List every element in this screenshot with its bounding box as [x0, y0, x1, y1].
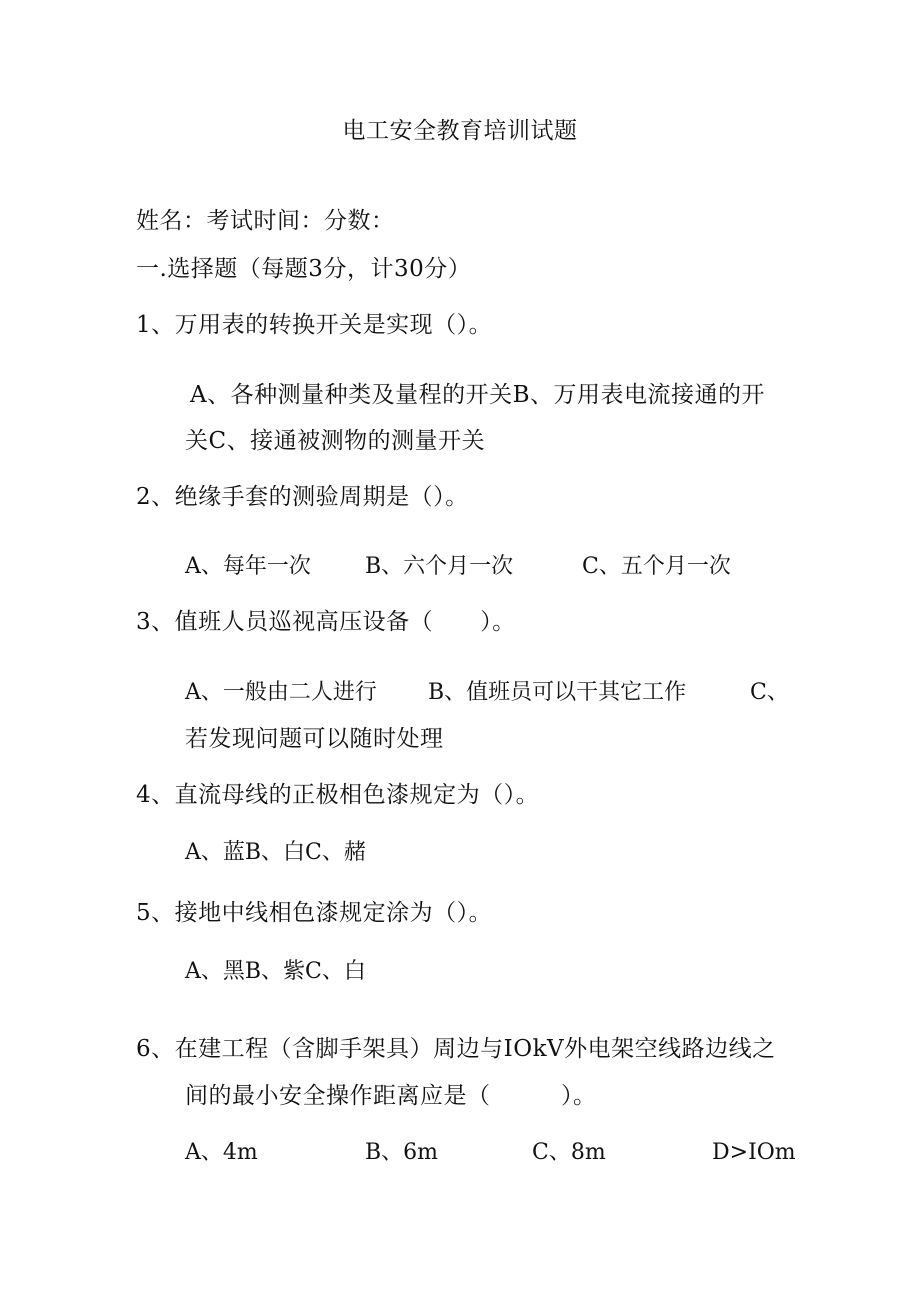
question-3-option-c-continuation: 若发现问题可以随时处理 [185, 726, 444, 752]
question-6-stem-line-2: 间的最小安全操作距离应是（ ）。 [185, 1083, 597, 1109]
question-3-stem: 3、值班人员巡视高压设备（ ）。 [136, 609, 516, 635]
question-1-stem: 1、万用表的转换开关是实现（）。 [136, 312, 493, 338]
question-4-options: A、蓝B、白C、赭 [185, 840, 366, 865]
question-2-option-a: A、每年一次 [185, 554, 311, 579]
question-6-stem-line-1: 6、在建工程（含脚手架具）周边与IOkV外电架空线路边线之 [136, 1036, 776, 1062]
question-6-option-a: A、4m [185, 1140, 258, 1165]
question-5-options: A、黑B、紫C、白 [185, 959, 366, 984]
section-heading: 一.选择题（每题3分，计30分） [136, 256, 472, 282]
question-1-options-line-1: A、各种测量种类及量程的开关B、万用表电流接通的开 [190, 382, 766, 408]
question-3-option-c: C、 [750, 680, 789, 705]
question-4-stem: 4、直流母线的正极相色漆规定为（）。 [136, 782, 540, 808]
question-2-stem: 2、绝缘手套的测验周期是（）。 [136, 484, 469, 510]
question-3-option-b: B、值班员可以干其它工作 [428, 680, 687, 705]
question-6-option-b: B、6m [365, 1140, 439, 1165]
header-info-line: 姓名：考试时间：分数： [136, 208, 395, 234]
document-title: 电工安全教育培训试题 [342, 118, 578, 144]
question-3-option-a: A、一般由二人进行 [185, 680, 377, 705]
question-1-options-line-2: 关C、接通被测物的测量开关 [185, 428, 486, 454]
question-6-option-c: C、8m [532, 1140, 606, 1165]
question-2-option-b: B、六个月一次 [365, 554, 514, 579]
question-2-option-c: C、五个月一次 [582, 554, 731, 579]
question-5-stem: 5、接地中线相色漆规定涂为（）。 [136, 900, 493, 926]
question-6-option-d: D>IOm [712, 1140, 796, 1165]
